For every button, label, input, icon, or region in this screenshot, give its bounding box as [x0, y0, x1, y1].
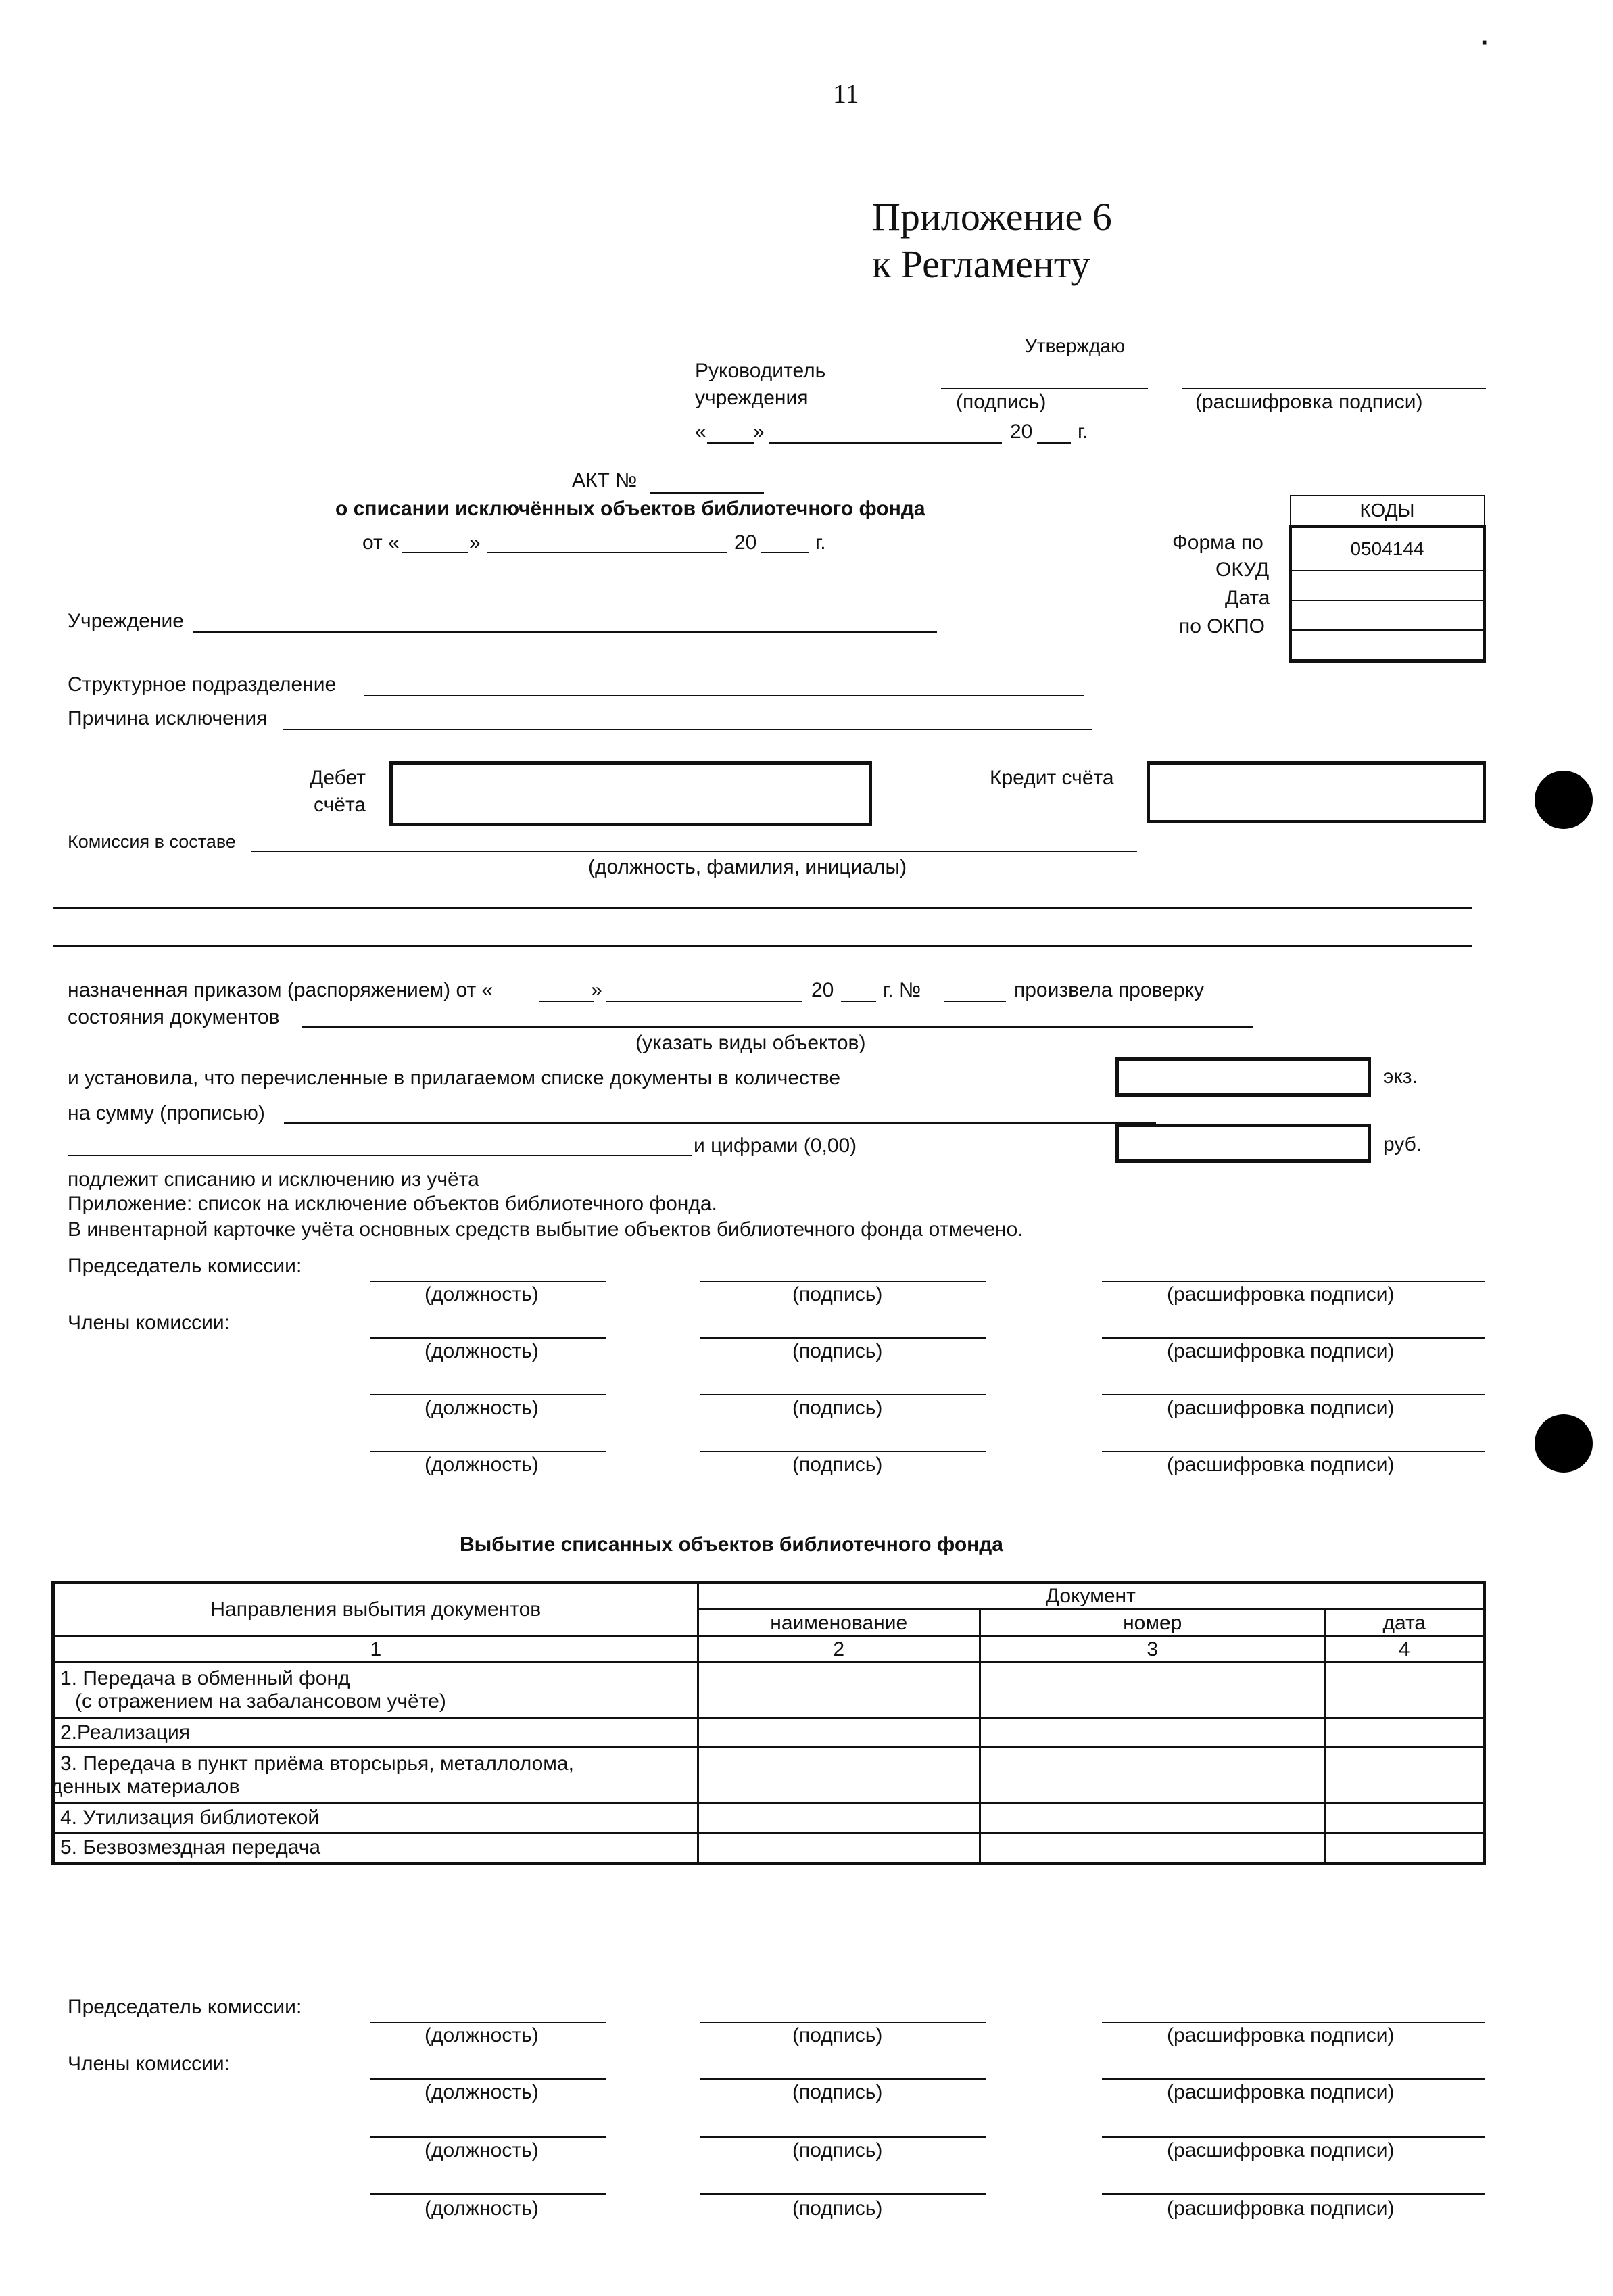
row-direction-line-1: 2.Реализация	[60, 1721, 190, 1744]
act-title: о списании исключённых объектов библиотечного фонда	[335, 498, 925, 520]
appointed-text-2: »	[591, 979, 602, 1001]
cell-date[interactable]	[1325, 1718, 1485, 1748]
sig2-row4-signature-line[interactable]	[700, 2193, 986, 2195]
disposal-table	[51, 1581, 1486, 1865]
appointed-text-3: 20	[811, 979, 834, 1001]
sig1-row3-decoding: (расшифровка подписи)	[1167, 1397, 1395, 1419]
members-label-2: Члены комиссии:	[68, 2053, 231, 2075]
cell-date[interactable]	[1325, 1748, 1485, 1803]
cell-name[interactable]	[698, 1833, 980, 1864]
cell-name[interactable]	[698, 1718, 980, 1748]
sig2-row1-signature: (подпись)	[792, 2024, 883, 2047]
date-code-cell[interactable]	[1291, 571, 1485, 600]
established-text: и установила, что перечисленные в прилагаемом списке документы в количестве	[68, 1067, 841, 1089]
sig1-row1-position-line[interactable]	[370, 1281, 606, 1282]
sig2-row2-position: (должность)	[425, 2081, 539, 2103]
sig1-row2-signature: (подпись)	[792, 1340, 883, 1362]
sig1-row2-position: (должность)	[425, 1340, 539, 1362]
scan-mark: ∙	[1480, 28, 1489, 57]
sig1-row4-decoding: (расшифровка подписи)	[1167, 1454, 1395, 1476]
row-direction-line-2: (с отражением на забалансовом учёте)	[75, 1690, 446, 1713]
sig1-row1-decoding-line[interactable]	[1102, 1281, 1485, 1282]
approval-date-open: «	[695, 421, 706, 443]
sig2-row1-position-line[interactable]	[370, 2022, 606, 2023]
cell-date[interactable]	[1325, 1803, 1485, 1833]
okpo-label: по ОКПО	[1179, 615, 1265, 638]
col-document: Документ	[698, 1583, 1484, 1610]
page-number: 11	[833, 78, 859, 109]
sig2-row2-position-line[interactable]	[370, 2078, 606, 2080]
chairman-label-2: Председатель комиссии:	[68, 1996, 302, 2018]
appointed-text-5: произвела проверку	[1014, 979, 1204, 1001]
appendix-line-2: к Регламенту	[872, 242, 1090, 286]
table-row	[53, 1803, 1485, 1833]
head-label-2: учреждения	[695, 387, 809, 409]
cell-number[interactable]	[980, 1748, 1325, 1803]
approval-year-line	[1037, 442, 1071, 444]
sig2-row3-position-line[interactable]	[370, 2136, 606, 2138]
sig2-row3-decoding-line[interactable]	[1102, 2136, 1485, 2138]
sig1-row2-signature-line[interactable]	[700, 1337, 986, 1339]
cell-number[interactable]	[980, 1718, 1325, 1748]
sig1-row4-position: (должность)	[425, 1454, 539, 1476]
sig2-row3-signature-line[interactable]	[700, 2136, 986, 2138]
table-row	[53, 1718, 1485, 1748]
sig2-row1-signature-line[interactable]	[700, 2022, 986, 2023]
sig2-row1-decoding: (расшифровка подписи)	[1167, 2024, 1395, 2047]
sig2-row3-decoding: (расшифровка подписи)	[1167, 2139, 1395, 2161]
position-caption: (должность, фамилия, инициалы)	[588, 856, 907, 878]
sig2-row4-decoding-line[interactable]	[1102, 2193, 1485, 2195]
act-month-line	[487, 552, 727, 553]
okud-label-2: ОКУД	[1215, 558, 1270, 581]
commission-label: Комиссия в составе	[68, 832, 236, 852]
row-direction	[53, 1833, 698, 1864]
specify-types-caption: (указать виды объектов)	[635, 1032, 866, 1054]
approval-date-close: »	[753, 421, 765, 443]
act-year-suffix: г.	[815, 531, 826, 554]
head-decoding-line	[1182, 388, 1486, 389]
approval-day-line	[707, 442, 754, 444]
cell-name[interactable]	[698, 1748, 980, 1803]
table-row	[53, 1663, 1485, 1718]
row-direction-line-2: денных материалов	[51, 1775, 240, 1798]
sig2-row3-signature: (подпись)	[792, 2139, 883, 2161]
commission-line-3[interactable]	[53, 945, 1472, 947]
reason-line[interactable]	[283, 729, 1092, 730]
credit-account-box[interactable]	[1147, 761, 1486, 823]
sig2-row1-decoding-line[interactable]	[1102, 2022, 1485, 2023]
chairman-label-1: Председатель комиссии:	[68, 1255, 302, 1277]
credit-label: Кредит счёта	[990, 767, 1114, 789]
commission-line[interactable]	[251, 851, 1137, 852]
act-year-line	[761, 552, 809, 553]
cell-date[interactable]	[1325, 1663, 1485, 1718]
head-signature-line	[941, 388, 1148, 389]
institution-line[interactable]	[193, 631, 937, 633]
sig2-row3-position: (должность)	[425, 2139, 539, 2161]
okud-value: 0504144	[1291, 527, 1485, 571]
approval-year-suffix: г.	[1078, 421, 1088, 443]
col-date: дата	[1325, 1610, 1485, 1637]
sig1-row3-position-line[interactable]	[370, 1394, 606, 1395]
debit-account-box[interactable]	[389, 761, 872, 826]
sig2-row4-position: (должность)	[425, 2197, 539, 2220]
row-direction	[53, 1803, 698, 1833]
copies-box[interactable]	[1115, 1057, 1371, 1097]
sum-words-line-2[interactable]	[68, 1155, 692, 1156]
act-year-prefix: 20	[734, 531, 757, 554]
col-num-4: 4	[1325, 1637, 1485, 1663]
col-num-2: 2	[698, 1637, 980, 1663]
row-direction-line-1: 3. Передача в пункт приёма вторсырья, металлолома,	[60, 1752, 574, 1775]
reason-label: Причина исключения	[68, 707, 268, 730]
head-signature-caption: (подпись)	[956, 391, 1046, 413]
sig1-row3-position: (должность)	[425, 1397, 539, 1419]
approval-year-prefix: 20	[1010, 421, 1033, 443]
approve-label: Утверждаю	[1025, 335, 1125, 356]
sum-digits-label: и цифрами (0,00)	[694, 1134, 857, 1157]
sig2-row4-signature: (подпись)	[792, 2197, 883, 2220]
row-direction	[53, 1718, 698, 1748]
sig1-row1-signature-line[interactable]	[700, 1281, 986, 1282]
sig2-row4-position-line[interactable]	[370, 2193, 606, 2195]
sig2-row2-signature-line[interactable]	[700, 2078, 986, 2080]
codes-header: КОДЫ	[1291, 496, 1485, 527]
cell-number[interactable]	[980, 1833, 1325, 1864]
sig2-row4-decoding: (расшифровка подписи)	[1167, 2197, 1395, 2220]
appointed-text-1: назначенная приказом (распоряжением) от «	[68, 979, 493, 1001]
sum-words-label: на сумму (прописью)	[68, 1102, 265, 1124]
commission-line-2[interactable]	[53, 907, 1472, 909]
date-code-label: Дата	[1225, 587, 1270, 609]
table-row	[53, 1748, 1485, 1803]
col-directions: Направления выбытия документов	[53, 1583, 698, 1637]
codes-table	[1289, 495, 1486, 663]
row-direction	[53, 1663, 698, 1718]
department-label: Структурное подразделение	[68, 673, 337, 696]
okpo-code-cell[interactable]	[1291, 600, 1485, 630]
sig1-row2-decoding: (расшифровка подписи)	[1167, 1340, 1395, 1362]
sig2-row1-position: (должность)	[425, 2024, 539, 2047]
order-number-line[interactable]	[944, 1001, 1006, 1002]
cell-number[interactable]	[980, 1663, 1325, 1718]
members-label-1: Члены комиссии:	[68, 1312, 231, 1334]
sig1-row1-position: (должность)	[425, 1283, 539, 1306]
copies-unit: экз.	[1383, 1066, 1418, 1088]
act-number-label: АКТ №	[572, 469, 637, 492]
act-date-close: »	[469, 531, 481, 554]
order-month-line[interactable]	[606, 1001, 802, 1002]
sig2-row2-decoding: (расшифровка подписи)	[1167, 2081, 1395, 2103]
inventory-note: В инвентарной карточке учёта основных средств выбытие объектов библиотечного фонда отмечено.	[68, 1218, 1024, 1241]
sig1-row4-signature: (подпись)	[792, 1454, 883, 1476]
sig2-row2-decoding-line[interactable]	[1102, 2078, 1485, 2080]
appendix-note: Приложение: список на исключение объектов библиотечного фонда.	[68, 1193, 717, 1215]
row-direction-line-1: 4. Утилизация библиотекой	[60, 1806, 320, 1829]
sig1-row3-decoding-line[interactable]	[1102, 1394, 1485, 1395]
extra-code-cell[interactable]	[1291, 630, 1485, 661]
cell-date[interactable]	[1325, 1833, 1485, 1864]
sig1-row1-signature: (подпись)	[792, 1283, 883, 1306]
subject-to-text: подлежит списанию и исключению из учёта	[68, 1168, 479, 1191]
appointed-text-4: г. №	[883, 979, 921, 1001]
disposal-title: Выбытие списанных объектов библиотечного фонда	[460, 1533, 1003, 1556]
okud-label-1: Форма по	[1172, 531, 1263, 554]
debit-label-1: Дебет	[310, 767, 366, 789]
department-line[interactable]	[364, 695, 1084, 696]
institution-label: Учреждение	[68, 610, 184, 632]
row-direction-line-1: 1. Передача в обменный фонд	[60, 1667, 350, 1690]
appendix-line-1: Приложение 6	[872, 195, 1112, 239]
sum-digits-box[interactable]	[1115, 1124, 1371, 1163]
state-docs-line[interactable]	[302, 1026, 1253, 1028]
table-row	[53, 1833, 1485, 1864]
sig1-row3-signature-line[interactable]	[700, 1394, 986, 1395]
col-name: наименование	[698, 1610, 980, 1637]
sig2-row2-signature: (подпись)	[792, 2081, 883, 2103]
act-date-prefix: от «	[362, 531, 400, 554]
col-number: номер	[980, 1610, 1325, 1637]
sig1-row4-position-line[interactable]	[370, 1451, 606, 1452]
approval-month-line	[769, 442, 1002, 444]
state-docs-label: состояния документов	[68, 1006, 280, 1028]
cell-name[interactable]	[698, 1803, 980, 1833]
sig1-row4-decoding-line[interactable]	[1102, 1451, 1485, 1452]
row-direction	[53, 1748, 698, 1803]
act-day-line	[402, 552, 468, 553]
debit-label-2: счёта	[314, 794, 366, 816]
rub-unit: руб.	[1383, 1133, 1422, 1155]
cell-number[interactable]	[980, 1803, 1325, 1833]
head-label-1: Руководитель	[695, 360, 826, 382]
order-day-line[interactable]	[539, 1001, 594, 1002]
sum-words-line[interactable]	[284, 1122, 1156, 1124]
col-num-3: 3	[980, 1637, 1325, 1663]
head-decoding-caption: (расшифровка подписи)	[1195, 391, 1423, 413]
col-num-1: 1	[53, 1637, 698, 1663]
sig1-row3-signature: (подпись)	[792, 1397, 883, 1419]
act-number-line	[650, 492, 764, 494]
row-direction-line-1: 5. Безвозмездная передача	[60, 1836, 321, 1859]
sig1-row1-decoding: (расшифровка подписи)	[1167, 1283, 1395, 1306]
sig1-row4-signature-line[interactable]	[700, 1451, 986, 1452]
punch-hole-top	[1535, 771, 1593, 829]
punch-hole-bottom	[1535, 1414, 1593, 1473]
order-year-line[interactable]	[841, 1001, 876, 1002]
sig1-row2-position-line[interactable]	[370, 1337, 606, 1339]
cell-name[interactable]	[698, 1663, 980, 1718]
sig1-row2-decoding-line[interactable]	[1102, 1337, 1485, 1339]
